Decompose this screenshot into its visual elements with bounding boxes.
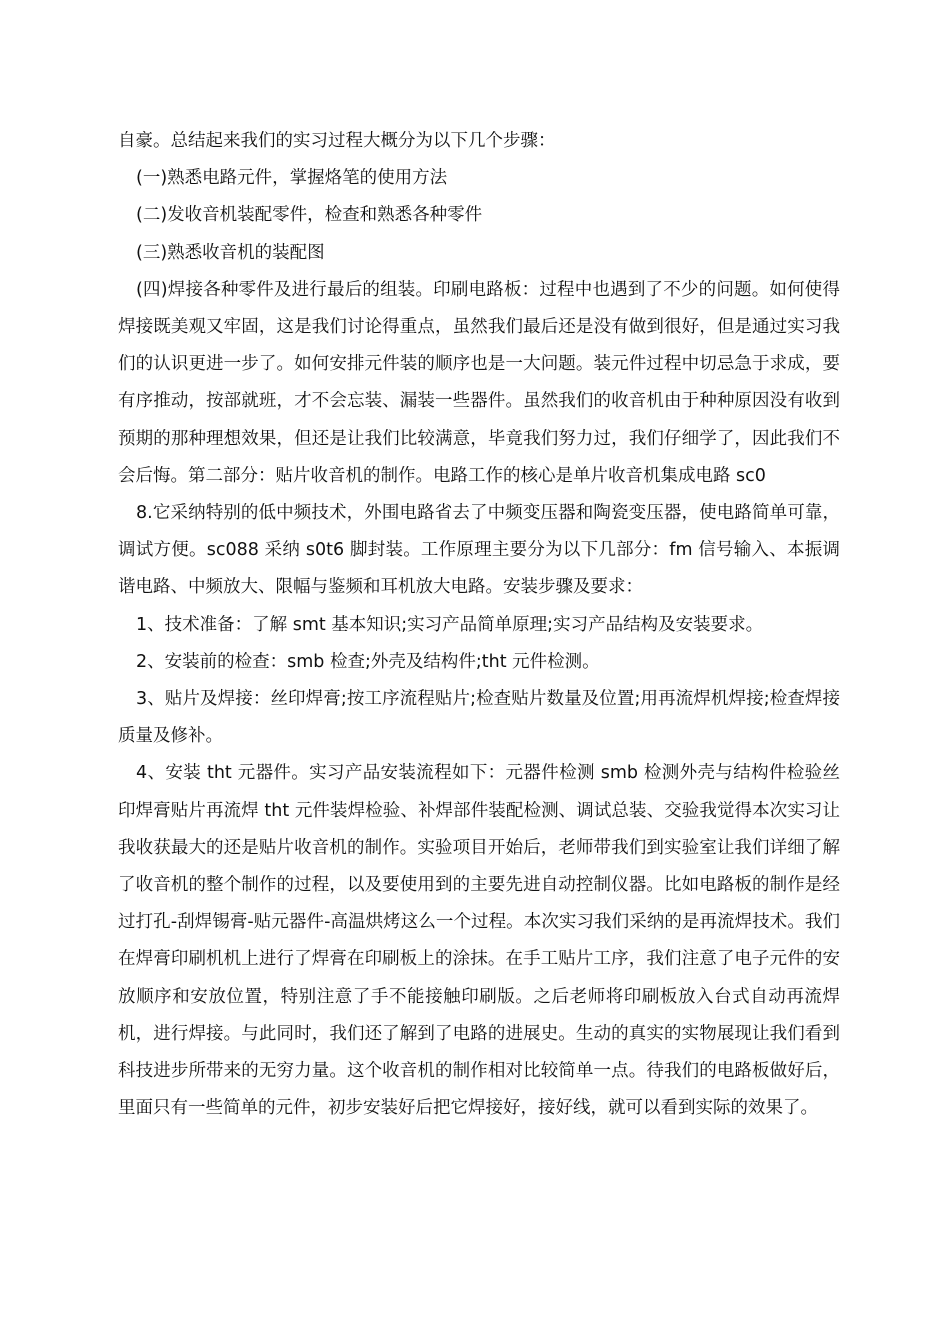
paragraph-step-3: (三)熟悉收音机的装配图	[136, 242, 325, 263]
paragraph-install-1: 1、技术准备：了解 smt 基本知识;实习产品简单原理;实习产品结构及安装要求。	[136, 614, 764, 635]
paragraph-step-4: (四)焊接各种零件及进行最后的组装。印刷电路板：过程中也遇到了不少的问题。如何使得焊接既美观又牢固，这是我们讨论得重点，虽然我们最后还是没有做到很好，但是通过实习我们的认识更进一步了。如何安排元件装的顺序也是一大问题。装元件过程中切忌急于求成，要有序推动，按部就班，才不会忘装、漏装一些器件。虽然我们的收音机由于种种原因没有收到预期的那种理想效果，但还是让我们比较满意，毕竟我们努力过，我们仔细学了，因此我们不会后悔。第二部分：贴片收音机的制作。电路工作的核心是单片收音机集成电路 sc0	[118, 279, 840, 486]
document-body	[118, 123, 840, 1127]
paragraph-install-2: 2、安装前的检查：smb 检查;外壳及结构件;tht 元件检测。	[136, 651, 600, 672]
paragraph-step-1: (一)熟悉电路元件，掌握烙笔的使用方法	[136, 168, 448, 189]
paragraph-technique: 8.它采纳特别的低中频技术，外围电路省去了中频变压器和陶瓷变压器，使电路简单可靠，调试方便。sc088 采纳 s0t6 脚封装。工作原理主要分为以下几部分：fm 信号输入、本振调谐电路、中频放大、限幅与鉴频和耳机放大电路。安装步骤及要求：	[118, 503, 840, 598]
paragraph-install-3: 3、贴片及焊接：丝印焊膏;按工序流程贴片;检查贴片数量及位置;用再流焊机焊接;检查焊接质量及修补。	[118, 689, 840, 747]
paragraph-intro: 自豪。总结起来我们的实习过程大概分为以下几个步骤：	[118, 131, 556, 151]
paragraph-step-2: (二)发收音机装配零件，检查和熟悉各种零件	[136, 205, 483, 226]
paragraph-install-4: 4、安装 tht 元器件。实习产品安装流程如下：元器件检测 smb 检测外壳与结构件检验丝印焊膏贴片再流焊 tht 元件装焊检验、补焊部件装配检测、调试总装、交验我觉得本次实习让我收获最大的还是贴片收音机的制作。实验项目开始后，老师带我们到实验室让我们详细了解了收音机的整个制作的过程，以及要使用到的主要先进自动控制仪器。比如电路板的制作是经过打孔-刮焊锡膏-贴元器件-高温烘烤这么一个过程。本次实习我们采纳的是再流焊技术。我们在焊膏印刷机机上进行了焊膏在印刷板上的涂抹。在手工贴片工序，我们注意了电子元件的安放顺序和安放位置，特别注意了手不能接触印刷版。之后老师将印刷板放入台式自动再流焊机，进行焊接。与此同时，我们还了解到了电路的进展史。生动的真实的实物展现让我们看到科技进步所带来的无穷力量。这个收音机的制作相对比较简单一点。待我们的电路板做好后，里面只有一些简单的元件，初步安装好后把它焊接好，接好线，就可以看到实际的效果了。	[118, 763, 840, 1119]
